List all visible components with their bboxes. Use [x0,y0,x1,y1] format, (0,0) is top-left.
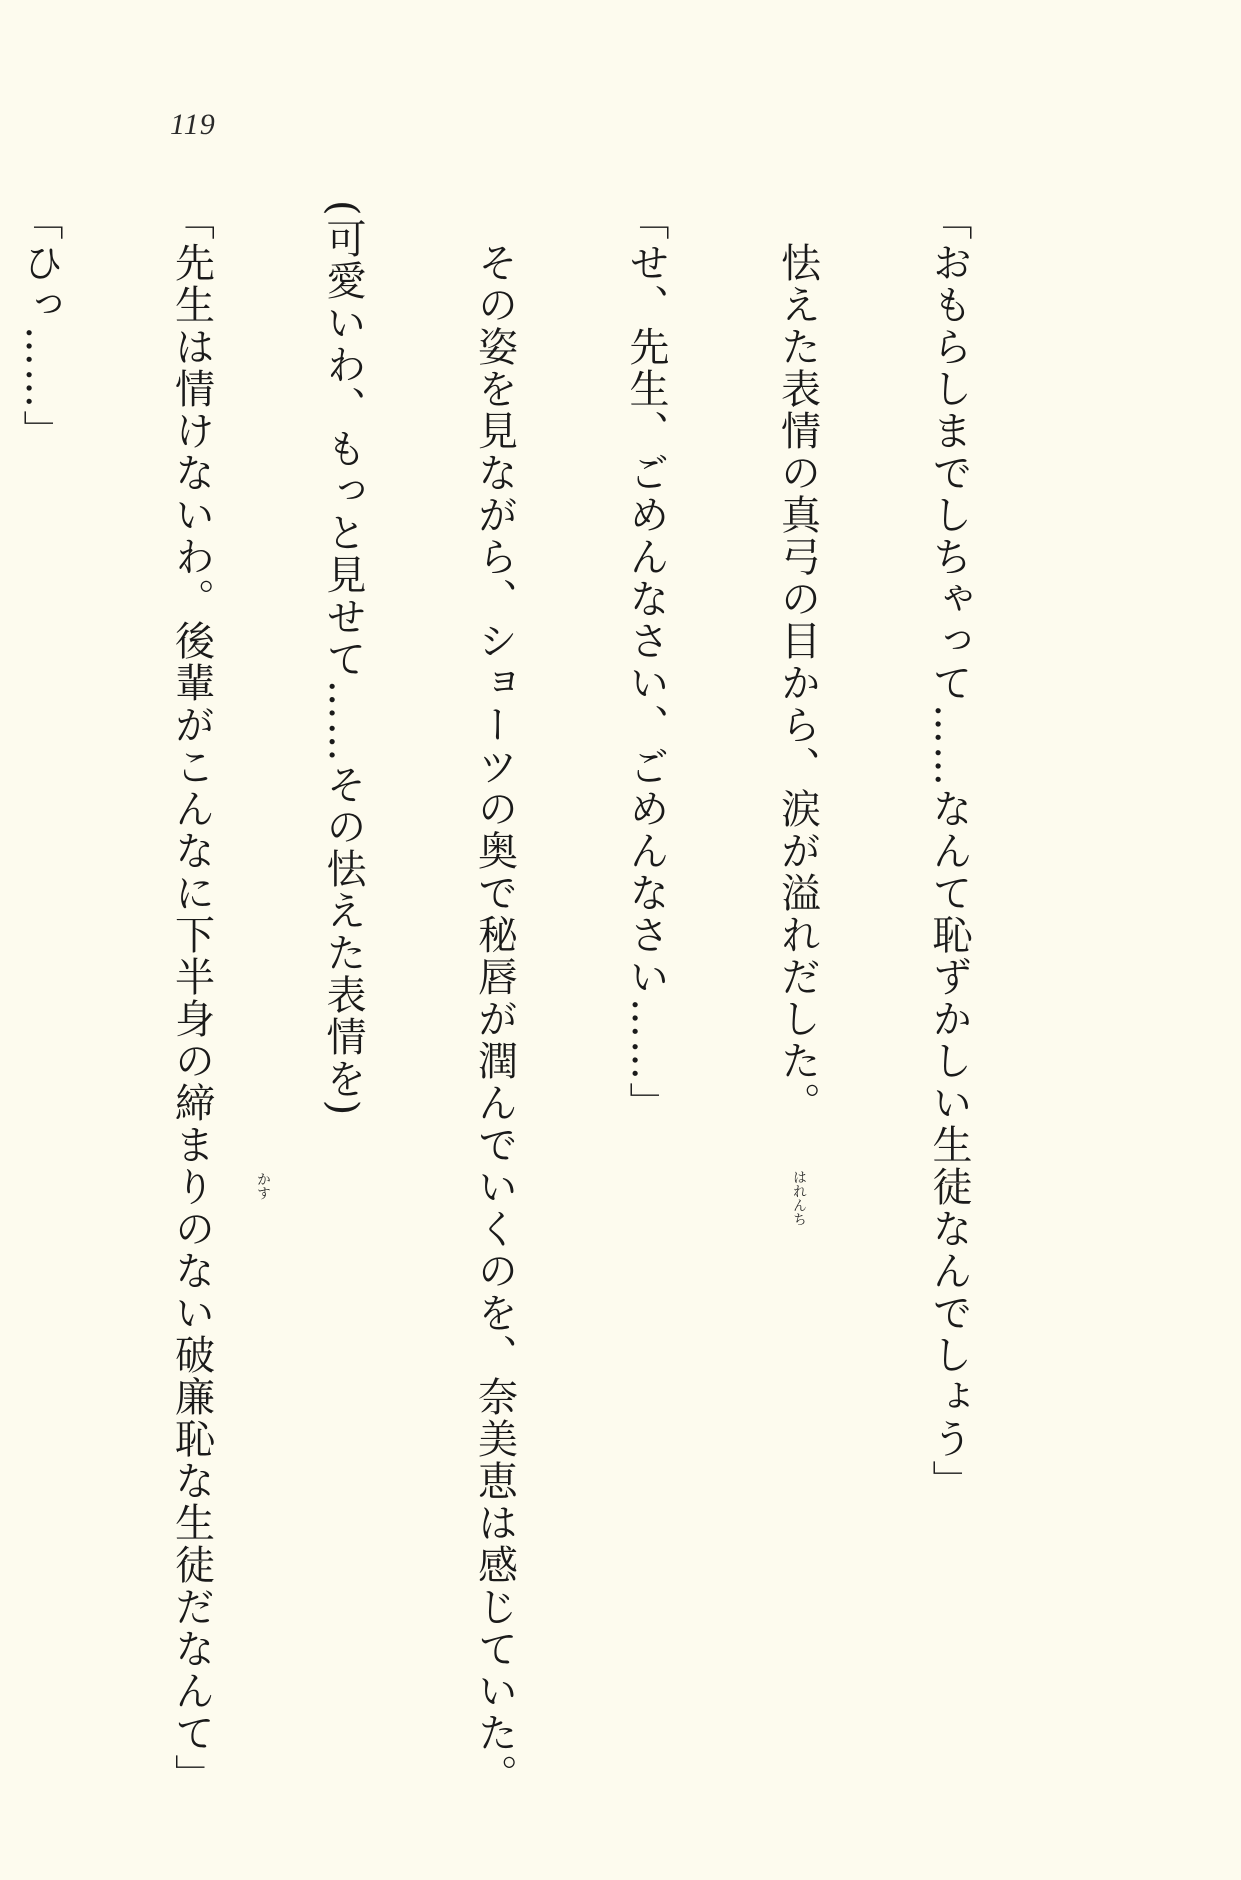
text-line: 怯えた表情の真弓の目から、涙が溢れだした。 [774,200,821,1124]
text-line: 「おもらしまでしちゃって……なんて恥ずかしい生徒なんでしょう」 [926,200,972,1502]
ruby-kasu: かす [255,1172,271,1200]
text-line: 「せ、先生、ごめんなさい、ごめんなさい……」 [623,200,669,1124]
ruby-haren: はれんち [791,1170,807,1226]
body-text [17,200,1075,1796]
text-line: 「先生は情けないわ。後輩がこんなに下半身の締まりのない破廉恥な生徒だなんて」 [168,200,215,1796]
text-line: 「ひっ……」 [17,200,63,452]
page-number: 119 [170,108,216,141]
text-line: (可愛いわ、もっと見せて……その怯えた表情を) [320,200,366,1118]
text-line: その姿を見ながら、ショーツの奥で秘唇が潤んでいくのを、奈美恵は感じていた。 [471,200,518,1796]
